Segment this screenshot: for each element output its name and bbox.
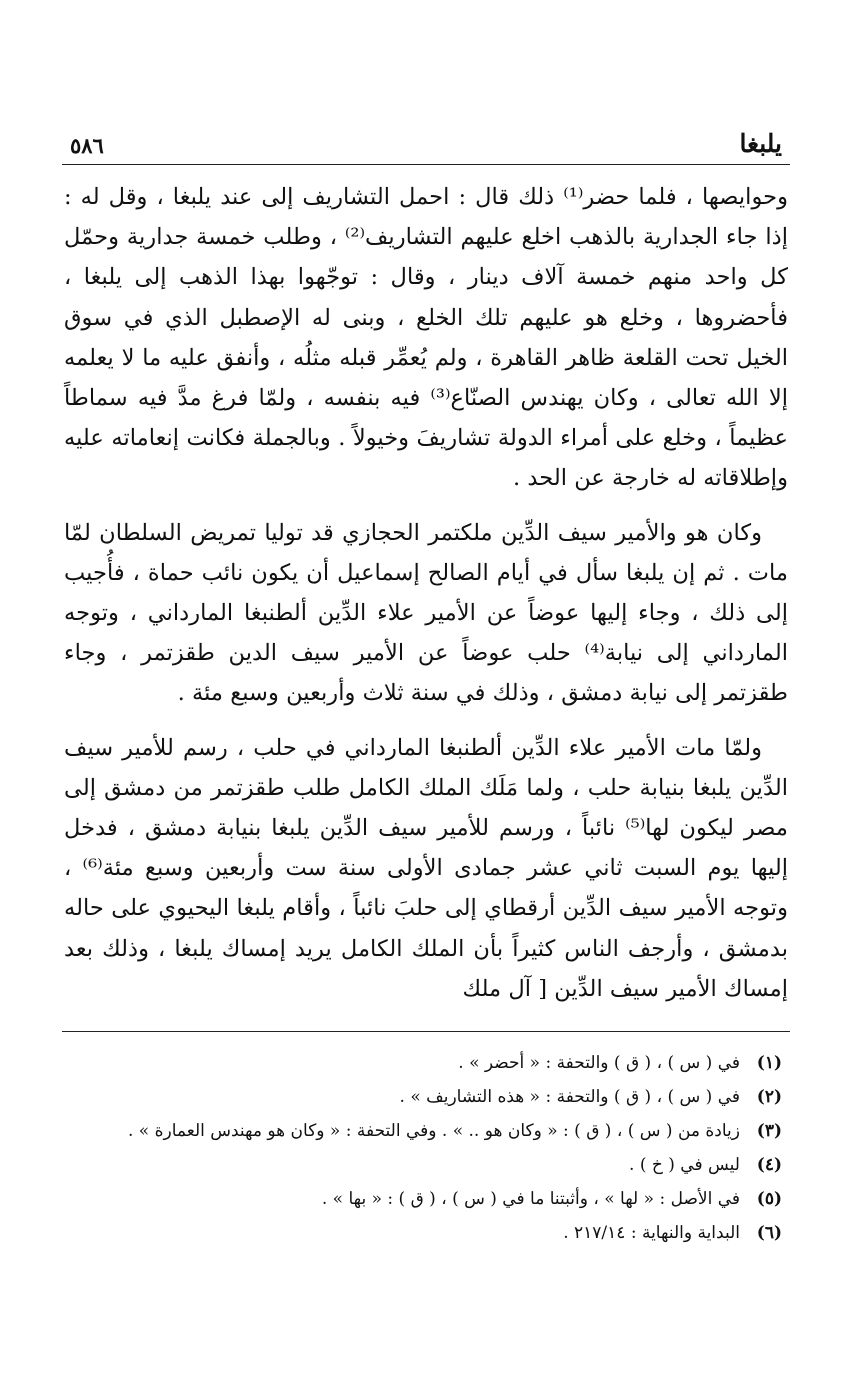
footnote-5 <box>62 1182 782 1216</box>
footnotes <box>62 1046 790 1250</box>
footnote-separator <box>62 1031 790 1032</box>
footnote-text: في الأصل : « لها » ، وأثبتنا ما في ( س ) ، ( ق ) : « بها » . <box>321 1189 740 1210</box>
footnote-1 <box>62 1046 782 1080</box>
paragraph-1: وحوايصها ، فلما حضر⁽¹⁾ ذلك قال : احمل التشاريف إلى عند يلبغا ، وقل له : إذا جاء الجدارية بالذهب اخلع عليهم التشاريف⁽²⁾ ، وطلب خمسة جدارية وحمّل كل واحد منهم خمسة آلاف دينار ، وقال : توجّهوا بهذا الذهب إلى يلبغا ، فأحضروها ، وخلع هو عليهم تلك الخلع ، وبنى له الإصطبل الذي في سوق الخيل تحت القلعة ظاهر القاهرة ، ولم يُعمِّر قبله مثلُه ، وأنفق عليه ما لا يعلمه إلا الله تعالى ، وكان يهندس الصنّاع⁽³⁾ فيه بنفسه ، ولمّا فرغ مدَّ فيه سماطاً عظيماً ، وخلع على أمراء الدولة تشاريفَ وخيولاً . وبالجملة فكانت إنعاماته عليه وإطلاقاته له خارجة عن الحد . <box>64 184 788 492</box>
footnote-4 <box>62 1148 782 1182</box>
footnote-2 <box>62 1080 782 1114</box>
footnote-text: في ( س ) ، ( ق ) والتحفة : « أحضر » . <box>458 1053 740 1074</box>
paragraph-2: وكان هو والأمير سيف الدِّين ملكتمر الحجازي قد توليا تمريض السلطان لمّا مات . ثم إن يلبغا سأل في أيام الصالح إسماعيل أن يكون نائب حماة ، فأُجيب إلى ذلك ، وجاء إليها عوضاً عن الأمير علاء الدِّين ألطنبغا المارداني ، وتوجه المارداني إلى نيابة⁽⁴⁾ حلب عوضاً عن الأمير سيف الدين طقزتمر ، وجاء طقزتمر إلى نيابة دمشق ، وذلك في سنة ثلاث وأربعين وسبع مئة . <box>64 519 788 707</box>
footnote-text: البداية والنهاية : ٢١٧/١٤ . <box>563 1223 740 1244</box>
footnote-number: (٥) <box>756 1189 782 1210</box>
footnote-3 <box>62 1114 782 1148</box>
footnote-number: (٣) <box>756 1121 782 1142</box>
footnote-number: (١) <box>756 1053 782 1074</box>
footnote-number: (٢) <box>756 1087 782 1108</box>
running-header <box>62 118 790 165</box>
footnote-number: (٤) <box>756 1155 782 1176</box>
book-page <box>62 118 790 1250</box>
footnote-text: في ( س ) ، ( ق ) والتحفة : « هذه التشاريف » . <box>399 1087 740 1108</box>
footnote-text: ليس في ( خ ) . <box>629 1155 740 1176</box>
running-title: يلبغا <box>739 129 782 158</box>
footnote-number: (٦) <box>756 1223 782 1244</box>
main-text <box>62 177 790 1009</box>
footnote-text: زيادة من ( س ) ، ( ق ) : « وكان هو .. » . وفي التحفة : « وكان هو مهندس العمارة » . <box>128 1121 740 1142</box>
footnote-6 <box>62 1216 782 1250</box>
page-number: ٥٨٦ <box>70 133 104 158</box>
paragraph-3: ولمّا مات الأمير علاء الدِّين ألطنبغا المارداني في حلب ، رسم للأمير سيف الدِّين يلبغا بنيابة حلب ، ولما مَلَك الملك الكامل طلب طقزتمر من دمشق إلى مصر ليكون لها⁽⁵⁾ نائباً ، ورسم للأمير سيف الدِّين يلبغا بنيابة دمشق ، فدخل إليها يوم السبت ثاني عشر جمادى الأولى سنة ست وأربعين وسبع مئة⁽⁶⁾ ، وتوجه الأمير سيف الدِّين أرقطاي إلى حلبَ نائباً ، وأقام يلبغا اليحيوي على حاله بدمشق ، وأرجف الناس كثيراً بأن الملك الكامل يريد إمساك يلبغا ، وذلك بعد إمساك الأمير سيف الدِّين [ آل ملك <box>64 734 788 1002</box>
